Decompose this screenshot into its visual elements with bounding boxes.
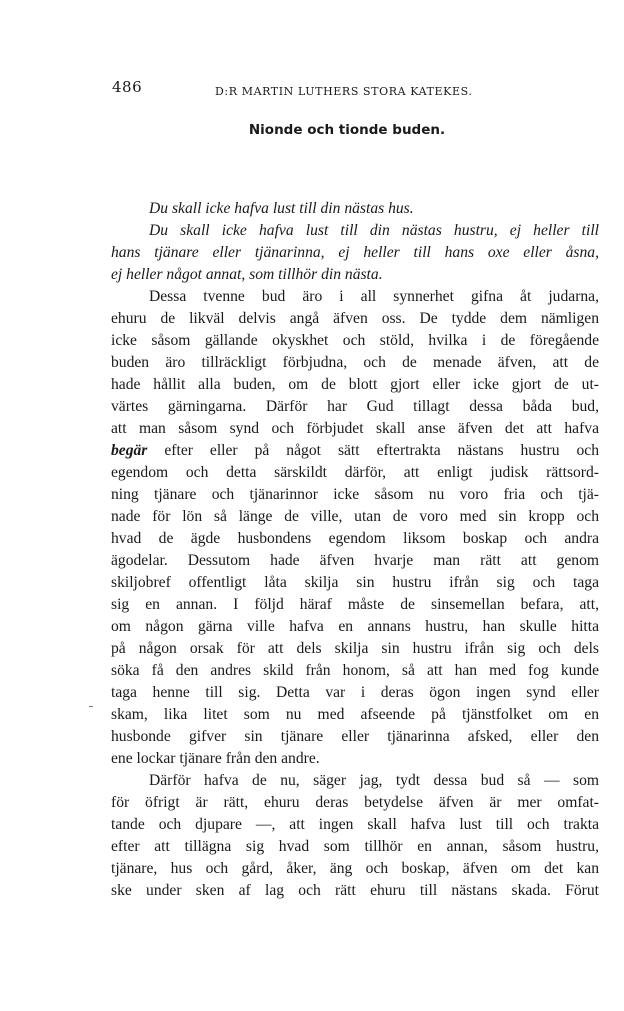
text-line: efter att tillägna sig hvad som tillhör en annan, såsom hustru,	[111, 838, 599, 855]
text-line: hade hållit alla buden, om de blott gjort eller icke gjort de ut-	[111, 376, 599, 393]
text-line: skiljobref offentligt låta skilja sin hustru ifrån sig och taga	[111, 574, 599, 591]
emphasis-rest: efter eller på något sätt eftertrakta nästans hustru och	[147, 442, 599, 459]
margin-mark	[89, 706, 93, 707]
text-line: söka få den andres skild från honom, så att han med fog kunde	[111, 662, 599, 679]
text-line: ske under sken af lag och rätt ehuru till nästans skada. Förut	[111, 882, 599, 899]
text-line: för öfrigt är rätt, ehuru deras betydelse äfven är mer omfat-	[111, 794, 599, 811]
text-line: icke såsom gällande okyskhet och stöld, hvilka i de föregående	[111, 332, 599, 349]
text-line: tjänare, hus och gård, åker, äng och boskap, äfven om det kan	[111, 860, 599, 877]
text-line: om någon gärna ville hafva en annans hustru, han skulle hitta	[111, 618, 599, 635]
text-line: värtes gärningarna. Därför har Gud tillagt dessa båda bud,	[111, 398, 599, 415]
section-title: Nionde och tionde buden.	[248, 122, 446, 138]
commandment-line: Du skall icke hafva lust till din nästas hus.	[149, 200, 414, 217]
text-line: sig en annan. I följd häraf måste de sinsemellan befara, att,	[111, 596, 599, 613]
emphasis-word: begär	[111, 442, 148, 459]
commandment-line: Du skall icke hafva lust till din nästas hustru, ej heller till	[149, 222, 599, 239]
text-line: husbonde gifver sin tjänare eller tjänarinna afsked, eller den	[111, 728, 599, 745]
text-line: hvad de ägde husbondens egendom liksom boskap och andra	[111, 530, 599, 547]
text-line: taga henne till sig. Detta var i deras ögon ingen synd eller	[111, 684, 599, 701]
text-line: ning tjänare och tjänarinnor icke såsom nu voro fria och tjä-	[111, 486, 599, 503]
text-line: ägodelar. Dessutom hade äfven hvarje man rätt att genom	[111, 552, 599, 569]
text-line: ehuru de likväl delvis angå äfven oss. De tydde dem nämligen	[111, 310, 599, 327]
text-line: egendom och detta särskildt därför, att enligt judisk rättsord-	[111, 464, 599, 481]
text-line: buden äro tillräckligt förbjudna, och de menade äfven, att de	[111, 354, 599, 371]
text-line: nade för lön så länge de ville, utan de voro med sin kropp och	[111, 508, 599, 525]
commandment-line: ej heller något annat, som tillhör din nästa.	[111, 266, 383, 283]
text-line: ene lockar tjänare från den andre.	[111, 750, 320, 767]
text-line: att man såsom synd och förbjudet skall anse äfven det att hafva	[111, 420, 599, 437]
text-line: Dessa tvenne bud äro i all synnerhet gifna åt judarna,	[149, 288, 599, 305]
page-number: 486	[112, 78, 143, 96]
text-line: Därför hafva de nu, säger jag, tydt dessa bud så — som	[149, 772, 599, 789]
text-line: tande och djupare —, att ingen skall hafva lust till och trakta	[111, 816, 599, 833]
commandment-line: hans tjänare eller tjänarinna, ej heller till hans oxe eller åsna,	[111, 244, 599, 261]
running-head: D:R MARTIN LUTHERS STORA KATEKES.	[215, 85, 473, 98]
text-line-emphasis	[111, 440, 599, 462]
text-line: på någon orsak för att dels skilja sin hustru ifrån sig och dels	[111, 640, 599, 657]
text-line: skam, lika litet som nu med afseende på tjänstfolket om en	[111, 706, 599, 723]
body-text	[111, 198, 599, 902]
